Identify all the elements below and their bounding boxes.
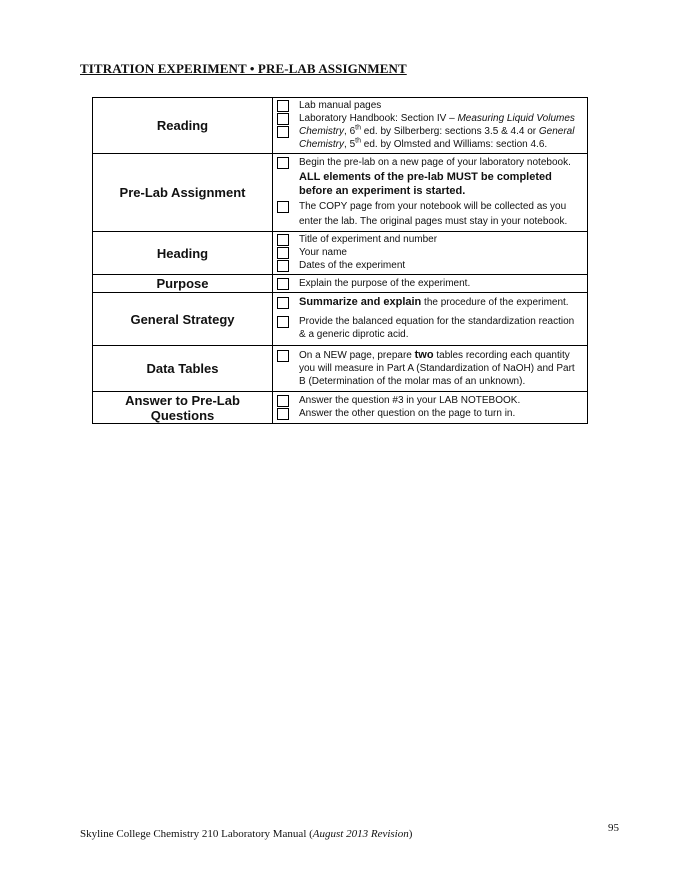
checkbox[interactable]: [277, 316, 289, 328]
page-title: TITRATION EXPERIMENT • PRE-LAB ASSIGNMENT: [80, 61, 407, 76]
row-items-heading: [273, 232, 588, 275]
row-label-answer-questions: Answer to Pre-Lab Questions: [93, 392, 273, 424]
list-item: Summarize and explain the procedure of the experiment.: [277, 296, 583, 309]
list-item: Answer the other question on the page to turn in.: [277, 407, 583, 420]
row-items-answer-questions: [273, 392, 588, 424]
checkbox[interactable]: [277, 395, 289, 407]
row-items-reading: [273, 98, 588, 154]
row-items-general-strategy: [273, 293, 588, 346]
checkbox[interactable]: [277, 126, 289, 138]
footer: Skyline College Chemistry 210 Laboratory Manual (August 2013 Revision): [80, 828, 413, 840]
row-label-purpose: Purpose: [93, 275, 273, 293]
row-items-data-tables: [273, 346, 588, 392]
list-item: Your name: [277, 246, 583, 259]
table-row: [93, 346, 588, 392]
list-item: Dates of the experiment: [277, 259, 583, 272]
list-item: Provide the balanced equation for the standardization reaction & a generic diprotic acid.: [277, 315, 583, 341]
table-row: [93, 154, 588, 232]
table-row: [93, 293, 588, 346]
row-label-heading: Heading: [93, 232, 273, 275]
list-item: Title of experiment and number: [277, 233, 583, 246]
page-number: 95: [608, 822, 619, 834]
list-item: Laboratory Handbook: Section IV – Measuring Liquid Volumes: [277, 112, 583, 125]
checkbox[interactable]: [277, 234, 289, 246]
list-item: The COPY page from your notebook will be collected as you enter the lab. The original pages must stay in your notebook.: [277, 199, 583, 229]
row-items-pre-lab-assignment: [273, 154, 588, 232]
checkbox[interactable]: [277, 350, 289, 362]
list-item: On a NEW page, prepare two tables recording each quantity you will measure in Part A (Standardization of NaOH) and Part B (Determination of the molar mas of an unknown).: [277, 349, 583, 388]
table-row: [93, 275, 588, 293]
list-item: Chemistry, 6th ed. by Silberberg: sections 3.5 & 4.4 or General Chemistry, 5th ed. by Olmsted and Williams: section 4.6.: [277, 125, 583, 151]
row-label-reading: Reading: [93, 98, 273, 154]
checkbox[interactable]: [277, 113, 289, 125]
row-label-data-tables: Data Tables: [93, 346, 273, 392]
checkbox[interactable]: [277, 408, 289, 420]
checkbox[interactable]: [277, 157, 289, 169]
table-row: [93, 392, 588, 424]
requirement-note: ALL elements of the pre-lab MUST be completed before an experiment is started.: [299, 170, 552, 197]
checkbox[interactable]: [277, 247, 289, 259]
list-item: Begin the pre-lab on a new page of your laboratory notebook.: [277, 156, 583, 169]
list-item: Lab manual pages: [277, 99, 583, 112]
row-label-general-strategy: General Strategy: [93, 293, 273, 346]
checkbox[interactable]: [277, 260, 289, 272]
list-item: Answer the question #3 in your LAB NOTEBOOK.: [277, 394, 583, 407]
table-row: [93, 98, 588, 154]
row-label-pre-lab-assignment: Pre-Lab Assignment: [93, 154, 273, 232]
checkbox[interactable]: [277, 201, 289, 213]
checkbox[interactable]: [277, 100, 289, 112]
checkbox[interactable]: [277, 278, 289, 290]
row-items-purpose: [273, 275, 588, 293]
table-row: [93, 232, 588, 275]
checkbox[interactable]: [277, 297, 289, 309]
list-item: Explain the purpose of the experiment.: [277, 277, 583, 290]
prelab-checklist-table: [92, 97, 588, 424]
